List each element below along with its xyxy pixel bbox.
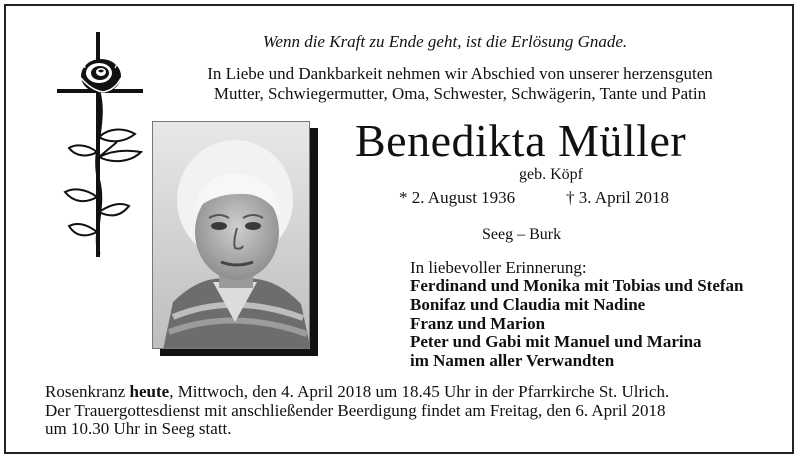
- birth-date: * 2. August 1936: [399, 188, 516, 207]
- mourner-line: Ferdinand und Monika mit Tobias und Stefan: [410, 276, 744, 295]
- place: Seeg – Burk: [482, 226, 562, 243]
- service-info: [45, 383, 669, 439]
- rosary-line: [45, 383, 669, 402]
- intro-line-2: Mutter, Schwiegermutter, Oma, Schwester, Schwägerin, Tante und Patin: [213, 84, 707, 103]
- mourner-line: Peter und Gabi mit Manuel und Marina: [410, 332, 702, 352]
- portrait-photo: [152, 121, 310, 349]
- mourner-line: im Namen aller Verwandten: [410, 351, 615, 371]
- mourner-line: Bonifaz und Claudia mit Nadine: [410, 294, 646, 314]
- deceased-name: Benedikta Müller: [355, 115, 687, 166]
- death-date: † 3. April 2018: [566, 188, 669, 207]
- maiden-name: geb. Köpf: [519, 166, 583, 183]
- rosary-today: heute: [129, 382, 170, 401]
- rosary-details: , Mittwoch, den 4. April 2018 um 18.45 Uhr in der Pfarrkirche St. Ulrich.: [169, 382, 670, 401]
- mourners-heading: In liebevoller Erinnerung:: [410, 258, 587, 277]
- motto: Wenn die Kraft zu Ende geht, ist die Erlösung Gnade.: [262, 32, 628, 51]
- funeral-time-line: um 10.30 Uhr in Seeg statt.: [45, 419, 232, 438]
- intro-line-1: In Liebe und Dankbarkeit nehmen wir Abschied von unserer herzensguten: [207, 64, 713, 83]
- mourner-line: Franz und Marion: [410, 313, 546, 333]
- funeral-line: Der Trauergottesdienst mit anschließender Beerdigung findet am Freitag, den 6. April 2018: [45, 400, 666, 420]
- intro-text: [150, 64, 770, 104]
- cross-with-rose-icon: [55, 32, 155, 267]
- mourners-list: [410, 277, 744, 371]
- rosary-prefix: Rosenkranz: [45, 382, 130, 401]
